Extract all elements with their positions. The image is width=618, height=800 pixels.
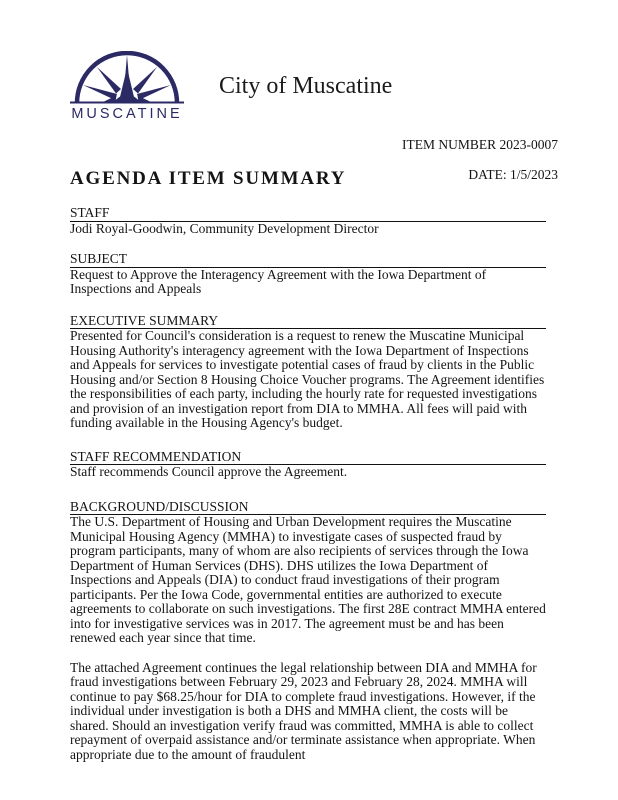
section-text: Request to Approve the Interagency Agreement with the Iowa Department of Inspections and Appeals [70, 266, 487, 296]
section-staff-recommendation [70, 450, 546, 480]
logo-wordmark: MUSCATINE [71, 106, 183, 122]
section-text: The attached Agreement continues the legal relationship between DIA and MMHA for fraud investigations between February 29, 2023 and February 28, 2024. MMHA will continue to pay $68.25/hour for DIA to complete fraud investigations. However, if the individual under investigation is both a DHS and MMHA client, the costs will be shared. Should an investigation verify fraud was committed, MMHA is able to collect repayment of overpaid assistance and/or terminate assistance when appropriate. When appropriate due to the amount of fraudulent [70, 659, 537, 762]
section-text: Staff recommends Council approve the Agreement. [70, 464, 348, 479]
muscatine-logo [70, 51, 184, 122]
section-heading-background-discussion: BACKGROUND/DISCUSSION [70, 500, 546, 516]
brand-title: City of Muscatine [219, 73, 393, 99]
section-text: The U.S. Department of Housing and Urban Development requires the Muscatine Municipal Housing Agency (MMHA) to investigate cases of suspected fraud by program participants, many of whom are also recipients of services through the Iowa Department of Human Services (DHS). DHS utilizes the Iowa Department of Inspections and Appeals (DIA) to conduct fraud investigations of their program participants. Per the Iowa Code, governmental entities are authorized to execute agreements to collaborate on such investigations. The first 28E contract MMHA entered into for investigative services was in 2017. The agreement must be and has been renewed each year since that time. [70, 514, 546, 645]
section-text: Jodi Royal-Goodwin, Community Development Director [70, 220, 379, 236]
section-subject [70, 252, 546, 297]
section-heading-staff-recommendation: STAFF RECOMMENDATION [70, 450, 546, 466]
section-background-discussion [70, 500, 546, 763]
section-heading-subject: SUBJECT [70, 252, 546, 268]
sunburst-arc-icon [70, 51, 184, 105]
section-heading-staff: STAFF [70, 206, 546, 222]
document-body [70, 206, 546, 762]
section-heading-executive-summary: EXECUTIVE SUMMARY [70, 314, 546, 330]
section-executive-summary [70, 314, 546, 431]
document-date: DATE: 1/5/2023 [468, 167, 558, 182]
section-text: Presented for Council's consideration is a request to renew the Muscatine Municipal Housing Authority's interagency agreement with the Iowa Department of Inspections and Appeals for services to investigate potential cases of fraud by clients in the Public Housing and/or Section 8 Housing Choice Voucher programs. The Agreement identifies the responsibilities of each party, including the hourly rate for requested investigations and provision of an investigation report from DIA to MMHA. All fees will paid with funding available in the Housing Agency's budget. [70, 328, 545, 430]
item-number: ITEM NUMBER 2023-0007 [402, 137, 558, 152]
section-staff [70, 206, 546, 236]
page-title: AGENDA ITEM SUMMARY [70, 168, 347, 189]
